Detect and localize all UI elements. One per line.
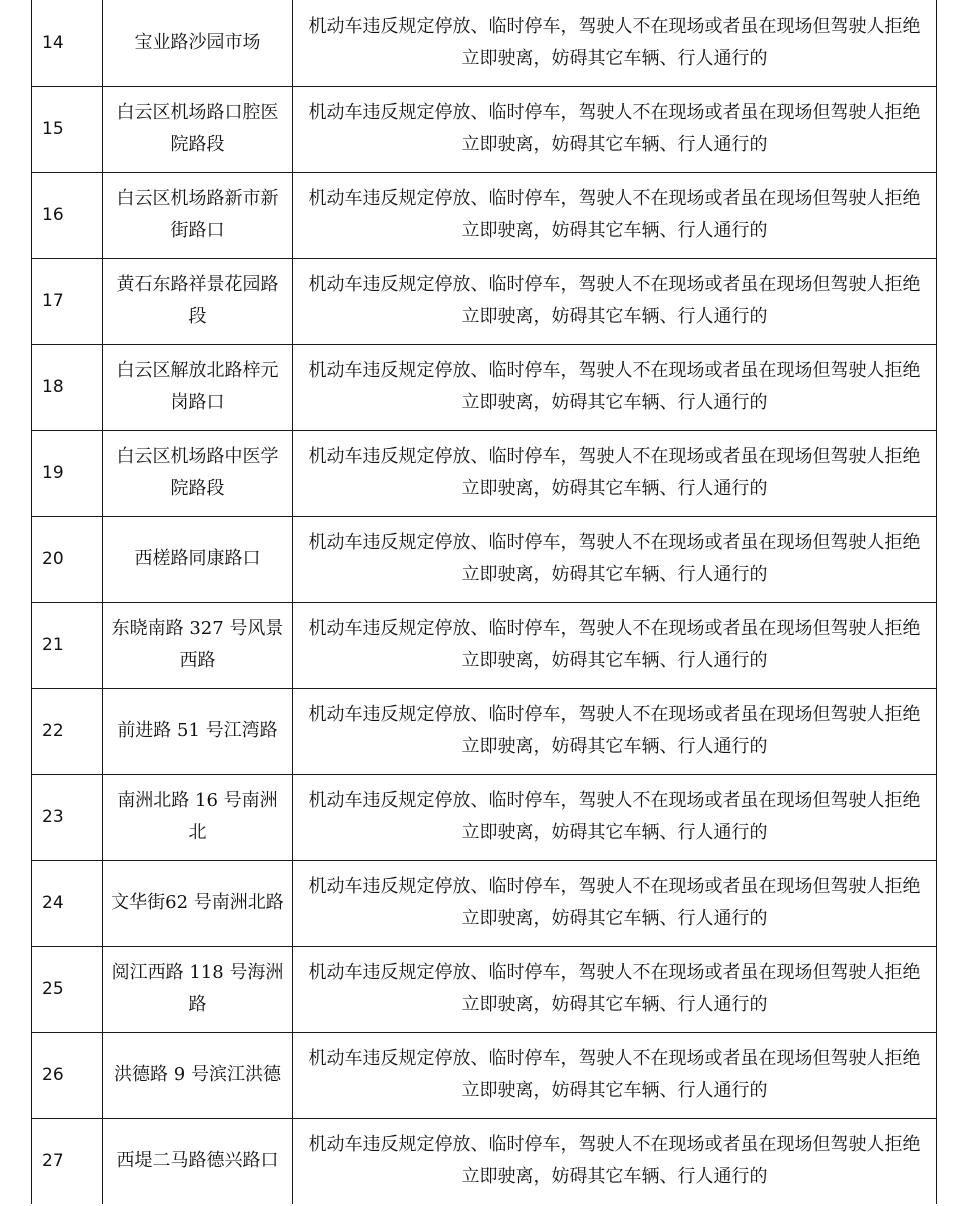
table-row bbox=[32, 774, 937, 860]
table-row bbox=[32, 430, 937, 516]
location-cell: 西堤二马路德兴路口 bbox=[103, 1118, 293, 1204]
location-cell: 黄石东路祥景花园路段 bbox=[103, 258, 293, 344]
row-number: 15 bbox=[32, 86, 103, 172]
violation-cell: 机动车违反规定停放、临时停车，驾驶人不在现场或者虽在现场但驾驶人拒绝立即驶离，妨碍其它车辆、行人通行的 bbox=[293, 344, 937, 430]
location-cell: 白云区机场路中医学院路段 bbox=[103, 430, 293, 516]
violation-cell: 机动车违反规定停放、临时停车，驾驶人不在现场或者虽在现场但驾驶人拒绝立即驶离，妨碍其它车辆、行人通行的 bbox=[293, 258, 937, 344]
violation-location-table bbox=[31, 0, 937, 1204]
violation-cell: 机动车违反规定停放、临时停车，驾驶人不在现场或者虽在现场但驾驶人拒绝立即驶离，妨碍其它车辆、行人通行的 bbox=[293, 688, 937, 774]
location-cell: 白云区机场路新市新街路口 bbox=[103, 172, 293, 258]
location-cell: 文华街62 号南洲北路 bbox=[103, 860, 293, 946]
table-row bbox=[32, 946, 937, 1032]
violation-cell: 机动车违反规定停放、临时停车，驾驶人不在现场或者虽在现场但驾驶人拒绝立即驶离，妨碍其它车辆、行人通行的 bbox=[293, 86, 937, 172]
table-row bbox=[32, 86, 937, 172]
row-number: 19 bbox=[32, 430, 103, 516]
violation-cell: 机动车违反规定停放、临时停车，驾驶人不在现场或者虽在现场但驾驶人拒绝立即驶离，妨碍其它车辆、行人通行的 bbox=[293, 172, 937, 258]
row-number: 25 bbox=[32, 946, 103, 1032]
violation-cell: 机动车违反规定停放、临时停车，驾驶人不在现场或者虽在现场但驾驶人拒绝立即驶离，妨碍其它车辆、行人通行的 bbox=[293, 0, 937, 86]
table-row bbox=[32, 0, 937, 86]
location-cell: 西槎路同康路口 bbox=[103, 516, 293, 602]
row-number: 26 bbox=[32, 1032, 103, 1118]
table-row bbox=[32, 860, 937, 946]
row-number: 18 bbox=[32, 344, 103, 430]
row-number: 20 bbox=[32, 516, 103, 602]
violation-cell: 机动车违反规定停放、临时停车，驾驶人不在现场或者虽在现场但驾驶人拒绝立即驶离，妨碍其它车辆、行人通行的 bbox=[293, 430, 937, 516]
violation-cell: 机动车违反规定停放、临时停车，驾驶人不在现场或者虽在现场但驾驶人拒绝立即驶离，妨碍其它车辆、行人通行的 bbox=[293, 1118, 937, 1204]
row-number: 24 bbox=[32, 860, 103, 946]
location-cell: 东晓南路 327 号风景西路 bbox=[103, 602, 293, 688]
violation-cell: 机动车违反规定停放、临时停车，驾驶人不在现场或者虽在现场但驾驶人拒绝立即驶离，妨碍其它车辆、行人通行的 bbox=[293, 1032, 937, 1118]
row-number: 21 bbox=[32, 602, 103, 688]
location-cell: 洪德路 9 号滨江洪德 bbox=[103, 1032, 293, 1118]
location-cell: 前进路 51 号江湾路 bbox=[103, 688, 293, 774]
table-row bbox=[32, 258, 937, 344]
row-number: 27 bbox=[32, 1118, 103, 1204]
row-number: 22 bbox=[32, 688, 103, 774]
location-cell: 宝业路沙园市场 bbox=[103, 0, 293, 86]
row-number: 23 bbox=[32, 774, 103, 860]
location-cell: 白云区解放北路梓元岗路口 bbox=[103, 344, 293, 430]
table-row bbox=[32, 516, 937, 602]
table-row bbox=[32, 688, 937, 774]
row-number: 16 bbox=[32, 172, 103, 258]
table-row bbox=[32, 602, 937, 688]
violation-cell: 机动车违反规定停放、临时停车，驾驶人不在现场或者虽在现场但驾驶人拒绝立即驶离，妨碍其它车辆、行人通行的 bbox=[293, 774, 937, 860]
violation-cell: 机动车违反规定停放、临时停车，驾驶人不在现场或者虽在现场但驾驶人拒绝立即驶离，妨碍其它车辆、行人通行的 bbox=[293, 516, 937, 602]
location-cell: 南洲北路 16 号南洲北 bbox=[103, 774, 293, 860]
violation-cell: 机动车违反规定停放、临时停车，驾驶人不在现场或者虽在现场但驾驶人拒绝立即驶离，妨碍其它车辆、行人通行的 bbox=[293, 946, 937, 1032]
location-cell: 阅江西路 118 号海洲路 bbox=[103, 946, 293, 1032]
table-row bbox=[32, 1118, 937, 1204]
table-row bbox=[32, 344, 937, 430]
location-cell: 白云区机场路口腔医院路段 bbox=[103, 86, 293, 172]
row-number: 17 bbox=[32, 258, 103, 344]
violation-cell: 机动车违反规定停放、临时停车，驾驶人不在现场或者虽在现场但驾驶人拒绝立即驶离，妨碍其它车辆、行人通行的 bbox=[293, 602, 937, 688]
table-row bbox=[32, 1032, 937, 1118]
row-number: 14 bbox=[32, 0, 103, 86]
table-row bbox=[32, 172, 937, 258]
violation-cell: 机动车违反规定停放、临时停车，驾驶人不在现场或者虽在现场但驾驶人拒绝立即驶离，妨碍其它车辆、行人通行的 bbox=[293, 860, 937, 946]
